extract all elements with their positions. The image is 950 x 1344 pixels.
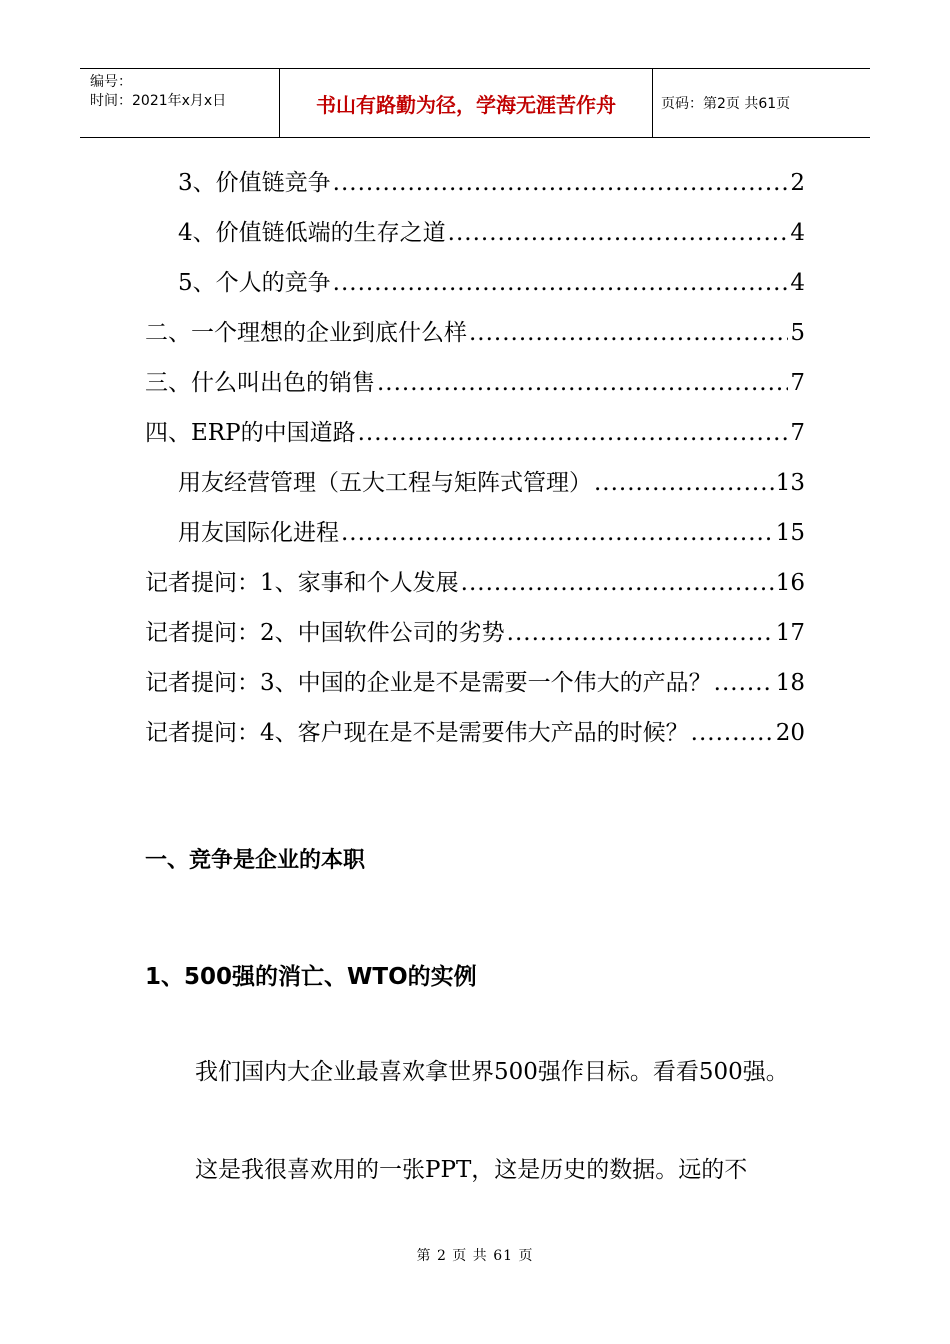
paragraph: 我们国内大企业最喜欢拿世界500强作目标。看看500强。 <box>195 1059 789 1085</box>
toc-entry[interactable] <box>145 516 805 566</box>
toc-entry-title: 5、个人的竞争 <box>178 270 331 296</box>
toc-entry-title: 三、什么叫出色的销售 <box>145 370 375 396</box>
number-label: 编号： <box>90 74 132 90</box>
toc-entry[interactable] <box>145 416 805 466</box>
toc-entry-page: 17 <box>775 620 805 646</box>
toc-entry-title: 二、一个理想的企业到底什么样 <box>145 320 467 346</box>
toc-entry[interactable] <box>145 266 805 316</box>
toc-entry-title: 4、价值链低端的生存之道 <box>178 220 446 246</box>
toc-entry-page: 2 <box>790 170 805 196</box>
toc-entry-page: 7 <box>790 420 805 446</box>
toc-entry[interactable] <box>145 366 805 416</box>
sub-heading: 1、500强的消亡、WTO的实例 <box>145 964 477 990</box>
toc-entry-page: 5 <box>790 320 805 346</box>
toc-entry-page: 7 <box>790 370 805 396</box>
toc-leader-dots <box>469 316 788 350</box>
header-page-info: 页码：第2页 共61页 <box>661 96 791 112</box>
page-footer: 第 2 页 共 61 页 <box>416 1248 534 1264</box>
toc-entry-title: 四、ERP的中国道路 <box>145 420 356 446</box>
toc-leader-dots <box>461 566 774 600</box>
toc-entry[interactable] <box>145 216 805 266</box>
toc-entry-page: 4 <box>790 270 805 296</box>
toc-entry[interactable] <box>145 566 805 616</box>
toc-leader-dots <box>691 716 774 750</box>
toc-entry-title: 记者提问：4、客户现在是不是需要伟大产品的时候？ <box>145 720 689 746</box>
toc-entry-title: 记者提问：2、中国软件公司的劣势 <box>145 620 505 646</box>
toc-entry-page: 15 <box>775 520 805 546</box>
toc-leader-dots <box>714 666 774 700</box>
toc-entry[interactable] <box>145 666 805 716</box>
toc-entry[interactable] <box>145 166 805 216</box>
toc-entry[interactable] <box>145 716 805 766</box>
toc-entry-page: 18 <box>775 670 805 696</box>
toc-entry-page: 13 <box>775 470 805 496</box>
header-motto: 书山有路勤为径，学海无涯苦作舟 <box>280 69 653 137</box>
toc-leader-dots <box>594 466 774 500</box>
page-header <box>80 68 870 138</box>
toc-leader-dots <box>333 166 789 200</box>
toc-entry-page: 20 <box>775 720 805 746</box>
toc-entry-page: 16 <box>775 570 805 596</box>
paragraph: 这是我很喜欢用的一张PPT，这是历史的数据。远的不 <box>195 1157 748 1183</box>
toc-leader-dots <box>333 266 789 300</box>
toc-entry[interactable] <box>145 616 805 666</box>
toc-leader-dots <box>377 366 788 400</box>
time-label: 时间：2021年x月x日 <box>90 93 227 109</box>
toc-leader-dots <box>358 416 789 450</box>
toc-entry-title: 记者提问：3、中国的企业是不是需要一个伟大的产品？ <box>145 670 712 696</box>
toc-entry-title: 记者提问：1、家事和个人发展 <box>145 570 459 596</box>
toc-leader-dots <box>341 516 774 550</box>
toc-entry[interactable] <box>145 316 805 366</box>
toc-entry[interactable] <box>145 466 805 516</box>
toc-entry-title: 用友经营管理（五大工程与矩阵式管理） <box>178 470 592 496</box>
header-meta <box>80 69 280 137</box>
toc-leader-dots <box>448 216 789 250</box>
toc-entry-page: 4 <box>790 220 805 246</box>
toc-entry-title: 用友国际化进程 <box>178 520 339 546</box>
toc-entry-title: 3、价值链竞争 <box>178 170 331 196</box>
section-heading: 一、竞争是企业的本职 <box>145 848 366 873</box>
table-of-contents <box>145 166 805 766</box>
toc-leader-dots <box>507 616 774 650</box>
